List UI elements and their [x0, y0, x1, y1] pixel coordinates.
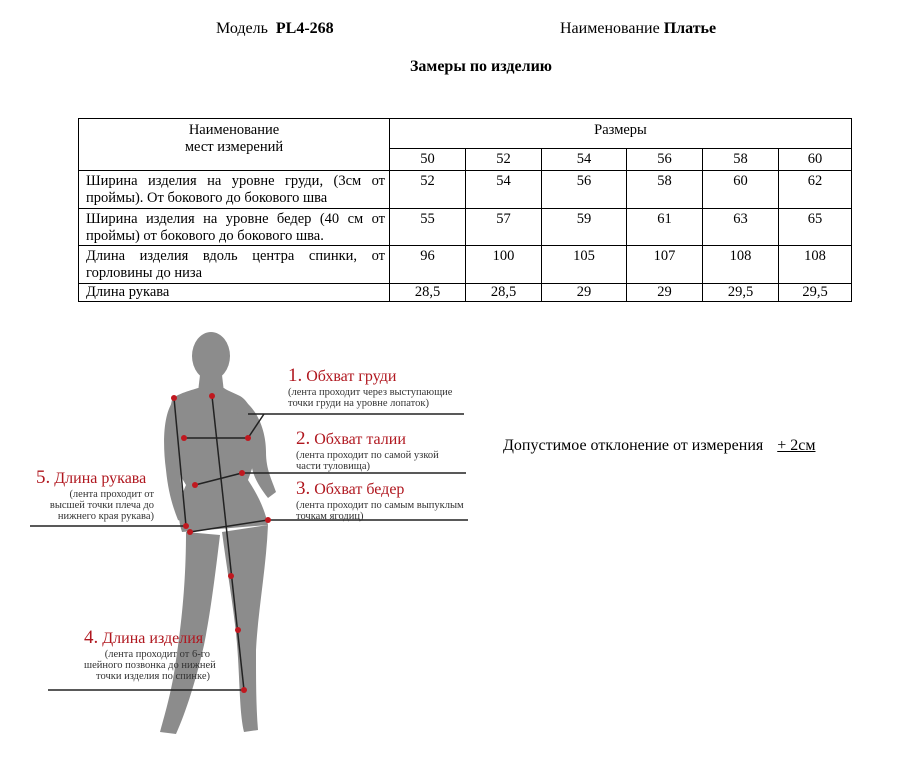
annotation-waist-note-2: части туловища): [296, 461, 370, 472]
annotation-waist: [296, 428, 439, 472]
point-neck: [209, 393, 215, 399]
row-label: Длина рукава: [79, 284, 390, 302]
value-cell: 108: [703, 246, 779, 284]
value-cell: 29,5: [703, 284, 779, 302]
value-cell: 29: [627, 284, 703, 302]
value-cell: 96: [390, 246, 466, 284]
point-length-bottom: [241, 687, 247, 693]
annotation-chest-title: Обхват груди: [306, 368, 397, 385]
table-row: [79, 171, 852, 209]
annotation-sleeve-note-3: нижнего края рукава): [57, 511, 154, 522]
point-waist-right: [239, 470, 245, 476]
size-header-cell: 60: [779, 149, 852, 171]
value-cell: 55: [390, 209, 466, 246]
annotation-waist-number: 2.: [296, 428, 311, 449]
model-line: [216, 20, 334, 38]
annotation-length: [84, 627, 216, 682]
annotation-hips: [296, 478, 464, 522]
annotation-chest-note-2: точки груди на уровне лопаток): [288, 398, 429, 409]
table-row: [79, 284, 852, 302]
point-length-mid1: [228, 573, 234, 579]
annotation-length-note-1: (лента проходит от 6-го: [104, 649, 210, 660]
point-length-mid2: [235, 627, 241, 633]
value-cell: 105: [542, 246, 627, 284]
annotation-length-number: 4.: [84, 627, 99, 648]
value-cell: 59: [542, 209, 627, 246]
annotation-sleeve-number: 5.: [36, 467, 51, 488]
product-name-line: [560, 20, 716, 38]
annotation-chest: [288, 365, 452, 409]
value-cell: 54: [466, 171, 542, 209]
value-cell: 62: [779, 171, 852, 209]
table-row: [79, 209, 852, 246]
value-cell: 28,5: [466, 284, 542, 302]
tolerance-note: [503, 437, 815, 455]
value-cell: 108: [779, 246, 852, 284]
value-cell: 58: [627, 171, 703, 209]
value-cell: 63: [703, 209, 779, 246]
point-hip-right: [265, 517, 271, 523]
value-cell: 100: [466, 246, 542, 284]
annotation-waist-note-1: (лента проходит по самой узкой: [296, 450, 439, 461]
annotation-length-title: Длина изделия: [102, 630, 204, 647]
annotation-sleeve: [36, 467, 154, 522]
point-hip-left: [187, 529, 193, 535]
header-measurement-places-line2: мест измерений: [184, 139, 284, 155]
point-shoulder: [171, 395, 177, 401]
value-cell: 56: [542, 171, 627, 209]
value-cell: 29,5: [779, 284, 852, 302]
size-header-cell: 54: [542, 149, 627, 171]
row-label: Ширина изделия на уровне груди, (3см от проймы). От бокового до бокового шва: [79, 171, 390, 209]
value-cell: 61: [627, 209, 703, 246]
value-cell: 29: [542, 284, 627, 302]
point-chest-right: [245, 435, 251, 441]
size-header-cell: 50: [390, 149, 466, 171]
product-name-value: Платье: [663, 20, 717, 37]
product-name-label: Наименование: [560, 20, 660, 37]
row-label: Ширина изделия на уровне бедер (40 см от проймы) от бокового до бокового шва.: [79, 209, 390, 246]
tolerance-value: + 2см: [777, 437, 816, 454]
value-cell: 57: [466, 209, 542, 246]
figure-head: [192, 332, 230, 380]
point-waist-left: [192, 482, 198, 488]
value-cell: 107: [627, 246, 703, 284]
annotation-hips-title: Обхват бедер: [314, 481, 405, 498]
annotation-hips-note-2: точкам ягодиц): [296, 511, 364, 522]
value-cell: 52: [390, 171, 466, 209]
row-label: Длина изделия вдоль центра спинки, от горловины до низа: [79, 246, 390, 284]
tolerance-text: Допустимое отклонение от измерения: [503, 437, 764, 454]
measurements-table: [78, 118, 852, 302]
annotation-hips-number: 3.: [296, 478, 311, 499]
annotation-waist-title: Обхват талии: [314, 431, 406, 448]
model-label: Модель: [216, 20, 268, 37]
value-cell: 28,5: [390, 284, 466, 302]
header-measurement-places: [79, 119, 390, 171]
annotation-length-note-2: шейного позвонка до нижней: [84, 660, 216, 671]
point-chest-left: [181, 435, 187, 441]
annotation-sleeve-note-2: высшей точки плеча до: [49, 500, 154, 511]
model-value: PL4-268: [275, 20, 334, 37]
point-sleeve-end: [183, 523, 189, 529]
sizes-header: Размеры: [390, 119, 852, 149]
header-measurement-places-line1: Наименование: [188, 122, 280, 138]
annotation-chest-note-1: (лента проходит через выступающие: [288, 387, 453, 398]
page-title: Замеры по изделию: [409, 58, 553, 75]
size-header-cell: 58: [703, 149, 779, 171]
size-header-cell: 52: [466, 149, 542, 171]
annotation-sleeve-note-1: (лента проходит от: [69, 489, 154, 500]
annotation-length-note-3: точки изделия по спинке): [96, 671, 210, 682]
table-row: [79, 246, 852, 284]
annotation-hips-note-1: (лента проходит по самым выпуклым: [296, 500, 464, 511]
value-cell: 65: [779, 209, 852, 246]
value-cell: 60: [703, 171, 779, 209]
annotation-sleeve-title: Длина рукава: [54, 470, 147, 487]
annotation-chest-number: 1.: [288, 365, 303, 386]
size-header-cell: 56: [627, 149, 703, 171]
